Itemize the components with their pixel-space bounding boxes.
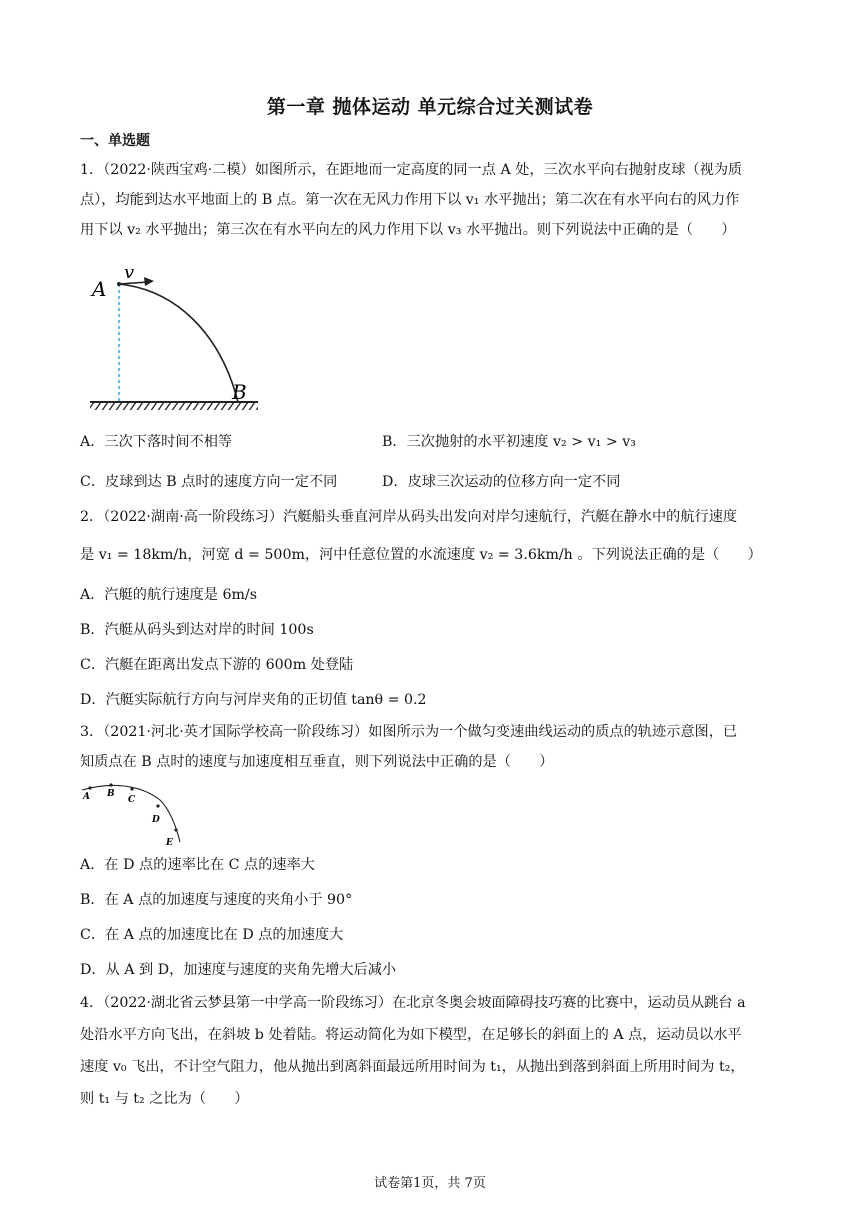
q3-option-b: B．在 A 点的加速度与速度的夹角小于 90°	[80, 892, 353, 908]
q1-projectile-figure	[80, 262, 270, 412]
q3-option-d: D．从 A 到 D，加速度与速度的夹角先增大后减小	[80, 962, 397, 978]
q2-option-b: B．汽艇从码头到达对岸的时间 100s	[80, 622, 314, 638]
q2-option-a: A．汽艇的航行速度是 6m/s	[80, 587, 257, 603]
q3-line-2: 知质点在 B 点时的速度与加速度相互垂直，则下列说法中正确的是（ ）	[80, 754, 554, 770]
q3-curve	[82, 785, 180, 842]
point-b: B	[107, 789, 115, 799]
section-heading: 一、单选题	[80, 133, 150, 149]
q4-line-1: 4．（2022·湖北省云梦县第一中学高一阶段练习）在北京冬奥会坡面障碍技巧赛的比赛中，运动员从跳台 a	[80, 995, 746, 1011]
q3-trajectory-figure	[80, 782, 190, 848]
trajectory-curve	[119, 284, 238, 402]
q3-option-c: C．在 A 点的加速度比在 D 点的加速度大	[80, 927, 344, 943]
q2-option-d: D．汽艇实际航行方向与河岸夹角的正切值 tanθ = 0.2	[80, 692, 427, 708]
q4-line-4: 则 t₁ 与 t₂ 之比为（ ）	[80, 1091, 249, 1107]
label-a: A	[92, 277, 107, 301]
q1-line-2: 点），均能到达水平地面上的 B 点。第一次在无风力作用下以 v₁ 水平抛出；第二次在有水平向右的风力作	[80, 192, 740, 208]
q1-option-d: D．皮球三次运动的位移方向一定不同	[382, 474, 621, 490]
q1-option-c: C．皮球到达 B 点时的速度方向一定不同	[80, 474, 338, 490]
q1-line-3: 用下以 v₂ 水平抛出；第三次在有水平向左的风力作用下以 v₃ 水平抛出。则下列说法中正确的是（ ）	[80, 222, 736, 238]
point-e: E	[166, 838, 173, 848]
point-d: D	[152, 815, 160, 825]
q2-line-2: 是 v₁ = 18km/h，河宽 d = 500m，河中任意位置的水流速度 v₂ = 3.6km/h 。下列说法正确的是（ ）	[80, 547, 762, 563]
q1-option-b: B．三次抛射的水平初速度 v₂ > v₁ > v₃	[382, 434, 636, 450]
q4-line-2: 处沿水平方向飞出，在斜坡 b 处着陆。将运动简化为如下模型，在足够长的斜面上的 A 点，运动员以水平	[80, 1027, 742, 1043]
page-footer: 试卷第1页，共 7页	[374, 1176, 486, 1191]
point-a: A	[83, 792, 90, 802]
label-b: B	[232, 380, 247, 404]
q1-option-a: A．三次下落时间不相等	[80, 434, 233, 450]
q1-line-1: 1．（2022·陕西宝鸡·二模）如图所示，在距地而一定高度的同一点 A 处，三次水平向右抛射皮球（视为质	[80, 162, 743, 178]
label-v: v	[124, 262, 135, 283]
q2-option-c: C．汽艇在距离出发点下游的 600m 处登陆	[80, 657, 354, 673]
point-c: C	[128, 795, 136, 805]
q4-line-3: 速度 v₀ 飞出，不计空气阻力，他从抛出到离斜面最远所用时间为 t₁，从抛出到落到斜面上所用时间为 t₂，	[80, 1059, 745, 1075]
page-title: 第一章 抛体运动 单元综合过关测试卷	[266, 96, 594, 118]
q3-option-a: A．在 D 点的速率比在 C 点的速率大	[80, 857, 315, 873]
q3-line-1: 3．（2021·河北·英才国际学校高一阶段练习）如图所示为一个做匀变速曲线运动的质点的轨迹示意图，已	[80, 724, 738, 740]
q2-line-1: 2．（2022·湖南·高一阶段练习）汽艇船头垂直河岸从码头出发向对岸匀速航行，汽艇在静水中的航行速度	[80, 509, 738, 525]
